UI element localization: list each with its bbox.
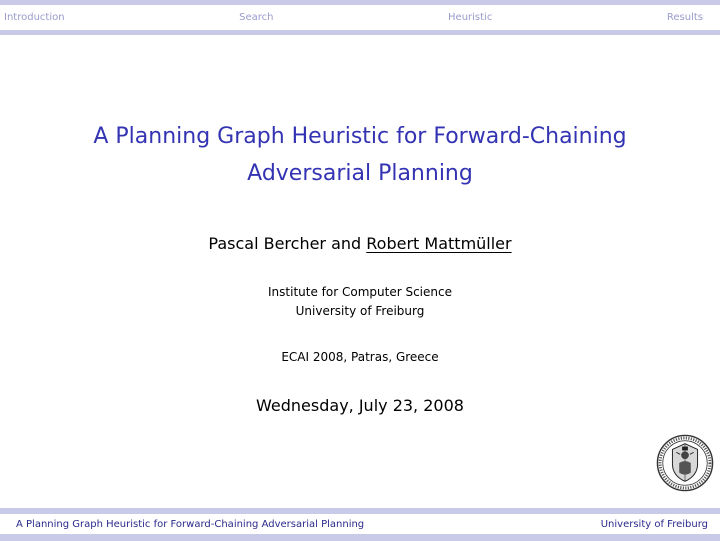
authors-prefix: Pascal Bercher and	[208, 234, 367, 253]
section-navigation	[0, 5, 720, 30]
university-seal-icon	[656, 434, 714, 492]
nav-introduction[interactable]: Introduction	[4, 12, 65, 23]
footer-title: A Planning Graph Heuristic for Forward-Chaining Adversarial Planning	[16, 518, 365, 530]
presenter-name: Robert Mattmüller	[366, 234, 512, 253]
title-line-1: A Planning Graph Heuristic for Forward-Chaining	[93, 124, 627, 149]
header-divider	[0, 30, 720, 35]
nav-heuristic[interactable]: Heuristic	[448, 12, 493, 23]
university-name: University of Freiburg	[295, 304, 425, 318]
institute-name: Institute for Computer Science	[268, 285, 452, 299]
footer-institution: University of Freiburg	[600, 518, 708, 530]
conference-info: ECAI 2008, Patras, Greece	[281, 350, 439, 364]
presentation-date: Wednesday, July 23, 2008	[256, 396, 464, 415]
footer-bar	[0, 514, 720, 534]
nav-results[interactable]: Results	[666, 12, 703, 23]
footer-stripe	[0, 534, 720, 541]
title-line-2: Adversarial Planning	[247, 161, 473, 186]
authors	[0, 234, 720, 253]
slide-title	[0, 118, 720, 192]
nav-search[interactable]: Search	[239, 12, 274, 23]
